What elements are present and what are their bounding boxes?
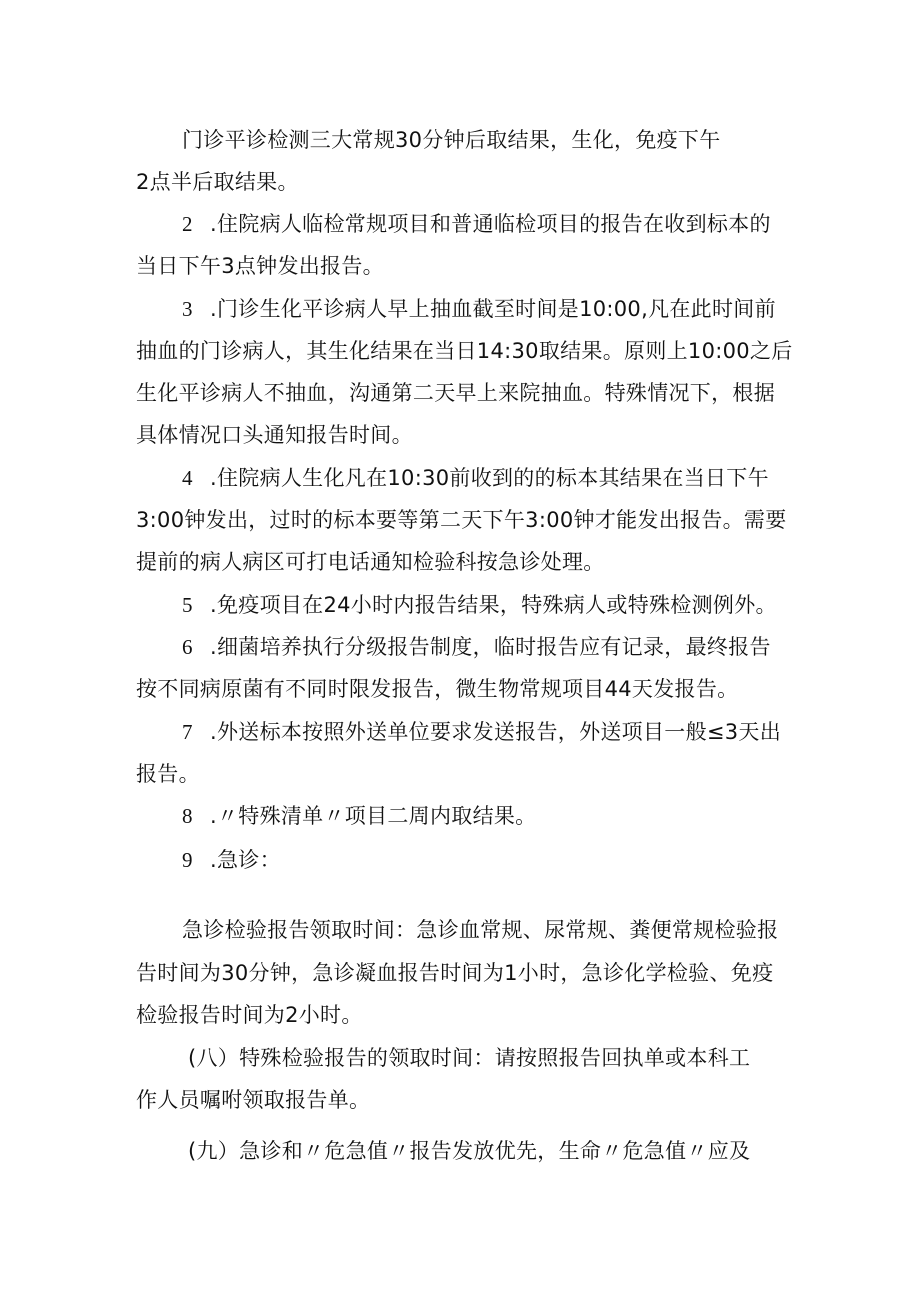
item-number: 2	[182, 212, 193, 236]
item-9-line-1	[182, 845, 281, 875]
item-2-line-1	[182, 209, 771, 239]
item-3-line-3: 生化平诊病人不抽血，沟通第二天早上来院抽血。特殊情况下，根据	[136, 381, 775, 405]
section-9-line-1: (九）急诊和〃危急值〃报告发放优先，生命〃危急值〃应及	[188, 1139, 751, 1163]
section-8-line-1: (八）特殊检验报告的领取时间：请按照报告回执单或本科工	[188, 1046, 751, 1070]
item-number: 8	[182, 804, 193, 828]
item-3-line-1	[182, 294, 776, 324]
item-text: .门诊生化平诊病人早上抽血截至时间是10:00,凡在此时间前	[210, 297, 776, 321]
item-text: .急诊：	[210, 848, 281, 872]
intro-line-2: 2点半后取结果。	[136, 170, 299, 194]
emergency-line-3: 检验报告时间为2小时。	[136, 1003, 363, 1027]
item-8-line-1	[182, 801, 536, 831]
item-2-line-2: 当日下午3点钟发出报告。	[136, 254, 384, 278]
item-3-line-2: 抽血的门诊病人，其生化结果在当日14:30取结果。原则上10:00之后	[136, 339, 793, 363]
item-text: .免疫项目在24小时内报告结果，特殊病人或特殊检测例外。	[210, 593, 777, 617]
item-text: .细菌培养执行分级报告制度，临时报告应有记录，最终报告	[210, 635, 771, 659]
section-8-line-2: 作人员嘱咐领取报告单。	[136, 1088, 371, 1112]
emergency-line-1: 急诊检验报告领取时间：急诊血常规、尿常规、粪便常规检验报	[182, 918, 779, 942]
item-text: .住院病人临检常规项目和普通临检项目的报告在收到标本的	[210, 212, 771, 236]
intro-line-1: 门诊平诊检测三大常规30分钟后取结果，生化，免疫下午	[182, 128, 721, 152]
item-number: 7	[182, 720, 193, 744]
item-7-line-2: 报告。	[136, 762, 200, 786]
item-text: .〃特殊清单〃项目二周内取结果。	[210, 804, 537, 828]
item-7-line-1	[182, 717, 781, 747]
item-5-line-1	[182, 590, 777, 620]
item-text: .住院病人生化凡在10:30前收到的的标本其结果在当日下午	[210, 466, 769, 490]
emergency-line-2: 告时间为30分钟，急诊凝血报告时间为1小时，急诊化学检验、免疫	[136, 961, 774, 985]
item-number: 9	[182, 848, 193, 872]
item-4-line-2: 3:00钟发出，过时的标本要等第二天下午3:00钟才能发出报告。需要	[136, 508, 787, 532]
item-number: 3	[182, 297, 193, 321]
item-4-line-1	[182, 463, 769, 493]
item-6-line-1	[182, 632, 771, 662]
item-text: .外送标本按照外送单位要求发送报告，外送项目一般≤3天出	[210, 720, 782, 744]
item-number: 6	[182, 635, 193, 659]
item-4-line-3: 提前的病人病区可打电话通知检验科按急诊处理。	[136, 550, 605, 574]
item-6-line-2: 按不同病原菌有不同时限发报告，微生物常规项目44天发报告。	[136, 677, 739, 701]
item-number: 5	[182, 593, 193, 617]
item-number: 4	[182, 466, 193, 490]
item-3-line-4: 具体情况口头通知报告时间。	[136, 423, 413, 447]
